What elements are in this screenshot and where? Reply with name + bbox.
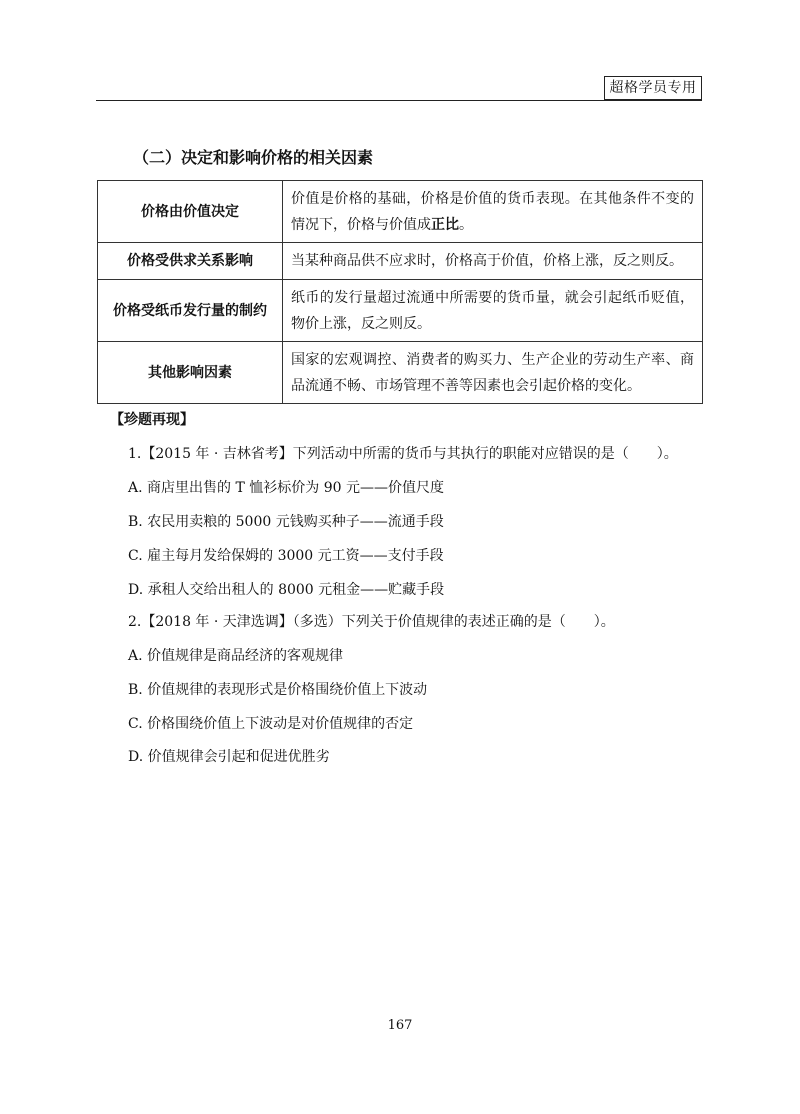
factor-description-text: 价值是价格的基础，价格是价值的货币表现。在其他条件不变的情况下，价格与价值成 bbox=[291, 190, 694, 233]
answer-option: D. 承租人交给出租人的 8000 元租金——贮藏手段 bbox=[128, 582, 445, 598]
table-row bbox=[98, 342, 703, 404]
answer-option: B. 价值规律的表现形式是价格围绕价值上下波动 bbox=[128, 682, 428, 698]
table-row bbox=[98, 280, 703, 342]
price-factors-table bbox=[97, 180, 703, 404]
table-row bbox=[98, 243, 703, 280]
factor-name: 价格受纸币发行量的制约 bbox=[98, 280, 283, 342]
student-only-badge: 超格学员专用 bbox=[604, 76, 702, 100]
factor-name: 价格由价值决定 bbox=[98, 181, 283, 243]
answer-option: B. 农民用卖粮的 5000 元钱购买种子——流通手段 bbox=[128, 514, 444, 530]
factor-description: 国家的宏观调控、消费者的购买力、生产企业的劳动生产率、商品流通不畅、市场管理不善等因素也会引起价格的变化。 bbox=[283, 342, 703, 404]
answer-option: D. 价值规律会引起和促进优胜劣 bbox=[128, 749, 330, 765]
factor-name: 价格受供求关系影响 bbox=[98, 243, 283, 280]
factor-description bbox=[283, 181, 703, 243]
factor-description: 纸币的发行量超过流通中所需要的货币量，就会引起纸币贬值，物价上涨，反之则反。 bbox=[283, 280, 703, 342]
header-rule bbox=[96, 100, 702, 101]
factor-name: 其他影响因素 bbox=[98, 342, 283, 404]
answer-option: C. 雇主每月发给保姆的 3000 元工资——支付手段 bbox=[128, 548, 444, 564]
table-row bbox=[98, 181, 703, 243]
answer-option: A. 商店里出售的 T 恤衫标价为 90 元——价值尺度 bbox=[128, 480, 444, 496]
factor-description-end: 。 bbox=[459, 216, 473, 233]
factor-description: 当某种商品供不应求时，价格高于价值，价格上涨，反之则反。 bbox=[283, 243, 703, 280]
question-stem: 1.【2015 年 · 吉林省考】下列活动中所需的货币与其执行的职能对应错误的是（ ）。 bbox=[128, 446, 678, 462]
emphasis-text: 正比 bbox=[431, 216, 459, 233]
question-stem: 2.【2018 年 · 天津选调】（多选）下列关于价值规律的表述正确的是（ ）。 bbox=[128, 614, 615, 630]
practice-heading: 【珍题再现】 bbox=[110, 412, 194, 428]
section-title: （二）决定和影响价格的相关因素 bbox=[133, 148, 374, 167]
answer-option: A. 价值规律是商品经济的客观规律 bbox=[128, 648, 344, 664]
answer-option: C. 价格围绕价值上下波动是对价值规律的否定 bbox=[128, 716, 414, 732]
page-number: 167 bbox=[387, 1018, 413, 1033]
